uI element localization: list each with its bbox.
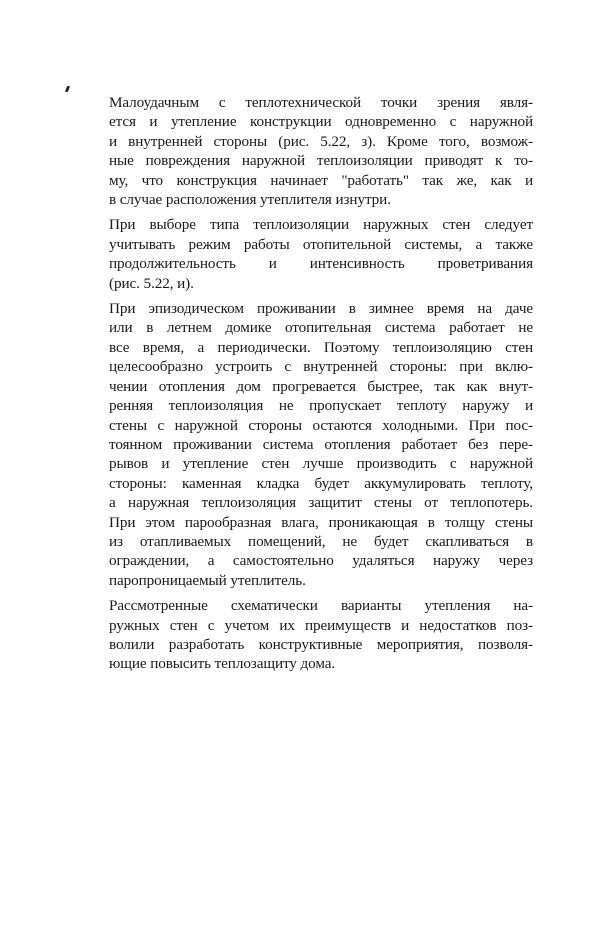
text-line: При выборе типа теплоизоляции наружных стен следует	[109, 216, 533, 234]
text-line: ограждении, а самостоятельно удаляться наружу через	[109, 552, 533, 570]
text-line: При эпизодическом проживании в зимнее время на даче	[109, 300, 533, 318]
text-line: ренняя теплоизоляция не пропускает теплоту наружу и	[109, 397, 533, 415]
text-line: целесообразно устроить с внутренней стороны: при вклю-	[109, 358, 533, 376]
paragraph-1	[83, 93, 533, 209]
text-line: При этом парообразная влага, проникающая в толщу стены	[109, 513, 533, 531]
text-line: Рассмотренные схематически варианты утепления на-	[109, 597, 533, 615]
paragraph-4	[83, 596, 533, 674]
body-text	[83, 93, 533, 680]
text-line: из отапливаемых помещений, не будет скапливаться в	[109, 532, 533, 550]
text-line: Малоудачным с теплотехнической точки зрения явля-	[109, 94, 533, 111]
paragraph-3	[83, 299, 533, 590]
text-line: ющие повысить теплозащиту дома.	[109, 655, 336, 673]
text-line: му, что конструкция начинает "работать" так же, как и	[109, 171, 533, 189]
text-line: ется и утепление конструкции одновременно с наружной	[109, 113, 533, 131]
text-line: в случае расположения утеплителя изнутри.	[109, 191, 391, 209]
text-line: рывов и утепление стен лучше производить с наружной	[109, 455, 533, 473]
text-line: чении отопления дом прогревается быстрее, так как внут-	[109, 377, 533, 395]
text-line: все время, а периодически. Поэтому теплоизоляцию стен	[109, 338, 533, 356]
text-line: волили разработать конструктивные мероприятия, позволя-	[109, 635, 533, 653]
text-line: и внутренней стороны (рис. 5.22, з). Кроме того, возмож-	[109, 132, 533, 150]
text-line: стороны: каменная кладка будет аккумулировать теплоту,	[109, 474, 533, 492]
text-line: паропроницаемый утеплитель.	[109, 571, 306, 589]
text-line: продолжительность и интенсивность проветривания	[109, 255, 533, 273]
paragraph-2	[83, 215, 533, 293]
text-line: а наружная теплоизоляция защитит стены от теплопотерь.	[109, 494, 533, 512]
text-line: ружных стен с учетом их преимуществ и недостатков поз-	[109, 616, 533, 634]
text-line: ные повреждения наружной теплоизоляции приводят к то-	[109, 152, 533, 170]
text-line: тоянном проживании система отопления работает без пере-	[109, 435, 533, 453]
text-line: (рис. 5.22, и).	[109, 274, 194, 292]
text-line: учитывать режим работы отопительной системы, а также	[109, 235, 533, 253]
stray-print-mark	[65, 86, 70, 92]
text-line: стены с наружной стороны остаются холодными. При пос-	[109, 416, 533, 434]
text-line: или в летнем домике отопительная система работает не	[109, 319, 533, 337]
